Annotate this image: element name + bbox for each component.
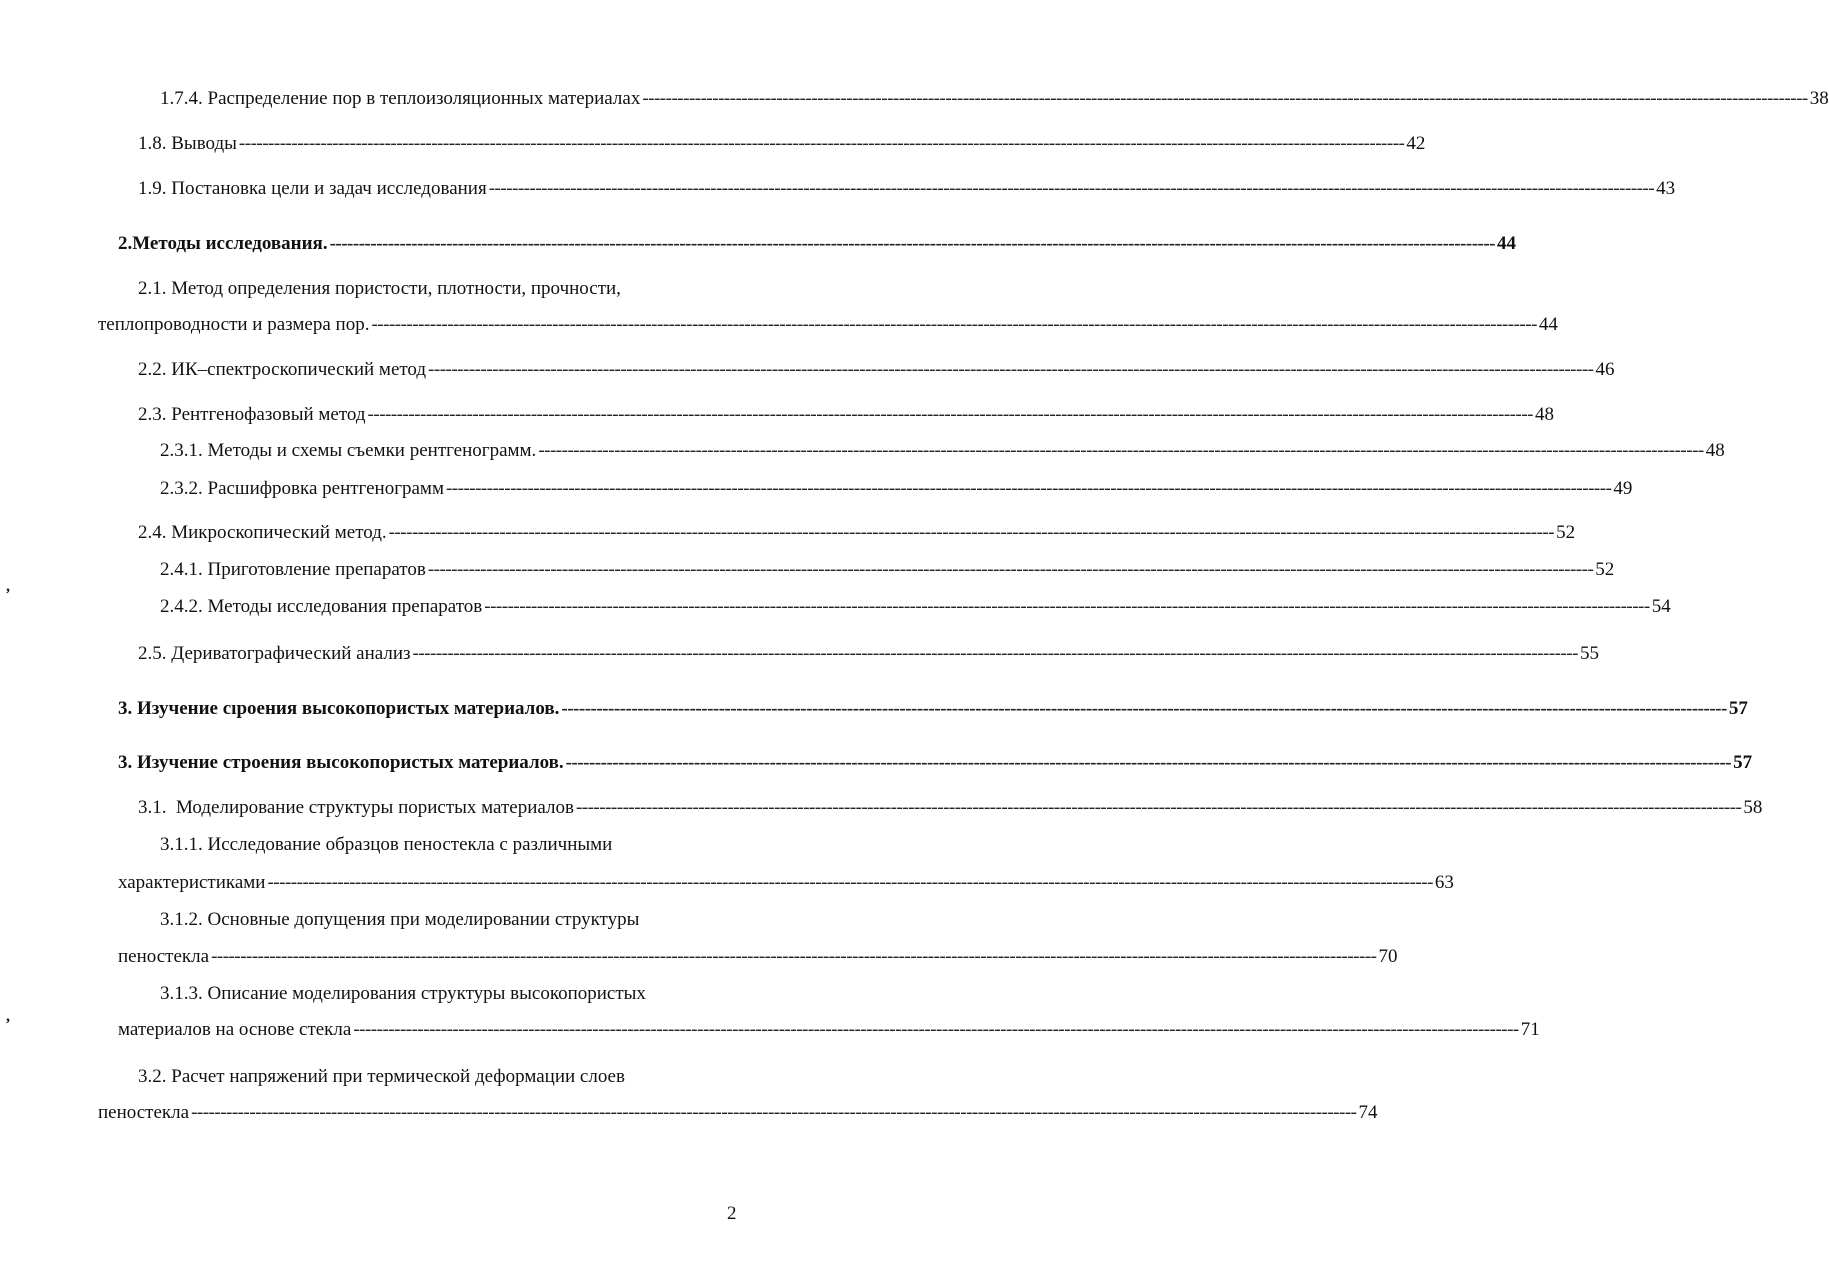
toc-entry-title: 3.1. Моделирование структуры пористых материалов	[138, 797, 574, 818]
toc-entry-first-line: 3.1.2. Основные допущения при моделировании структуры	[160, 909, 640, 930]
toc-entry-page: 44	[1538, 314, 1558, 335]
toc-entry-title: 2.5. Дериватографический анализ	[138, 643, 411, 664]
toc-leader: --------------------------------------------------------------------------------------------------------------------------------------------------------------------------------------------------------	[561, 698, 1727, 719]
toc-leader: --------------------------------------------------------------------------------------------------------------------------------------------------------------------------------------------------------	[211, 946, 1377, 967]
toc-entry	[160, 559, 1615, 585]
toc-entry-page: 52	[1595, 559, 1615, 580]
toc-entry-title: 2.2. ИК–спектроскопический метод	[138, 359, 427, 380]
toc-leader: --------------------------------------------------------------------------------------------------------------------------------------------------------------------------------------------------------	[191, 1102, 1357, 1123]
toc-chapter-entry	[118, 233, 1517, 259]
toc-entry-first-line: 3.1.1. Исследование образцов пеностекла с различными	[160, 834, 613, 855]
toc-entry	[98, 314, 1558, 340]
toc-entry-title: пеностекла	[118, 946, 210, 967]
toc-entry-page: 44	[1497, 233, 1517, 254]
toc-entry-title: пеностекла	[98, 1102, 190, 1123]
toc-entry-page: 55	[1579, 643, 1599, 664]
toc-leader: --------------------------------------------------------------------------------------------------------------------------------------------------------------------------------------------------------	[484, 596, 1650, 617]
toc-leader: --------------------------------------------------------------------------------------------------------------------------------------------------------------------------------------------------------	[488, 178, 1655, 199]
toc-leader: --------------------------------------------------------------------------------------------------------------------------------------------------------------------------------------------------------	[367, 404, 1533, 425]
toc-entry	[118, 872, 1454, 898]
toc-entry-title: 2.4.2. Методы исследования препаратов	[160, 596, 483, 617]
toc-leader: --------------------------------------------------------------------------------------------------------------------------------------------------------------------------------------------------------	[445, 478, 1612, 499]
toc-entry-first-line: 2.1. Метод определения пористости, плотности, прочности,	[138, 278, 621, 299]
toc-entry-title: 2.4. Микроскопический метод.	[138, 522, 387, 543]
toc-entry-page: 70	[1378, 946, 1398, 967]
toc-leader: --------------------------------------------------------------------------------------------------------------------------------------------------------------------------------------------------------	[412, 643, 1578, 664]
margin-mark: ,	[6, 1008, 10, 1025]
toc-entry-page: 57	[1728, 698, 1748, 719]
toc-entry-page: 48	[1705, 440, 1725, 461]
toc-entry-title: материалов на основе стекла	[118, 1019, 352, 1040]
toc-entry-page: 43	[1656, 178, 1676, 199]
toc-entry-title: теплопроводности и размера пор.	[98, 314, 370, 335]
toc-entry-title: характеристиками	[118, 872, 266, 893]
toc-entry	[138, 359, 1615, 385]
toc-entry-first-line: 3.1.3. Описание моделирования структуры высокопористых	[160, 983, 646, 1004]
toc-leader: --------------------------------------------------------------------------------------------------------------------------------------------------------------------------------------------------------	[428, 359, 1594, 380]
toc-leader: --------------------------------------------------------------------------------------------------------------------------------------------------------------------------------------------------------	[575, 797, 1742, 818]
toc-chapter-entry	[118, 752, 1753, 778]
toc-entry	[118, 946, 1398, 972]
toc-entry-page: 48	[1534, 404, 1554, 425]
toc-entry-page: 57	[1733, 752, 1753, 773]
toc-entry	[160, 596, 1671, 622]
toc-leader: --------------------------------------------------------------------------------------------------------------------------------------------------------------------------------------------------------	[371, 314, 1537, 335]
toc-leader: --------------------------------------------------------------------------------------------------------------------------------------------------------------------------------------------------------	[267, 872, 1433, 893]
toc-entry	[138, 643, 1599, 669]
toc-entry-title: 2.4.1. Приготовление препаратов	[160, 559, 426, 580]
toc-entry	[160, 478, 1633, 504]
toc-entry	[118, 1019, 1540, 1045]
toc-leader: --------------------------------------------------------------------------------------------------------------------------------------------------------------------------------------------------------	[427, 559, 1594, 580]
toc-entry-page: 71	[1520, 1019, 1540, 1040]
toc-entry-page: 46	[1595, 359, 1615, 380]
toc-entry-title: 2.3.2. Расшифровка рентгенограмм	[160, 478, 444, 499]
toc-entry	[138, 178, 1676, 204]
toc-leader: --------------------------------------------------------------------------------------------------------------------------------------------------------------------------------------------------------	[353, 1019, 1519, 1040]
toc-chapter-entry	[118, 698, 1748, 724]
toc-entry	[160, 440, 1725, 466]
toc-entry-page: 54	[1651, 596, 1671, 617]
toc-entry-page: 42	[1406, 133, 1426, 154]
toc-entry	[138, 133, 1426, 159]
toc-entry-title: 3. Изучение сıроения высокопористых материалов.	[118, 698, 560, 719]
toc-entry-title: 1.8. Выводы	[138, 133, 237, 154]
toc-entry	[138, 522, 1576, 548]
page-number: 2	[727, 1203, 737, 1224]
toc-leader: --------------------------------------------------------------------------------------------------------------------------------------------------------------------------------------------------------	[238, 133, 1405, 154]
toc-leader: --------------------------------------------------------------------------------------------------------------------------------------------------------------------------------------------------------	[329, 233, 1496, 254]
toc-entry-title: 2.3.1. Методы и схемы съемки рентгенограмм.	[160, 440, 537, 461]
toc-leader: --------------------------------------------------------------------------------------------------------------------------------------------------------------------------------------------------------	[565, 752, 1732, 773]
toc-entry-title: 1.9. Постановка цели и задач исследования	[138, 178, 487, 199]
toc-entry-page: 74	[1358, 1102, 1378, 1123]
toc-entry	[138, 797, 1763, 823]
toc-entry-first-line: 3.2. Расчет напряжений при термической деформации слоев	[138, 1066, 625, 1087]
toc-entry-title: 3. Изучение строения высокопористых материалов.	[118, 752, 564, 773]
toc-entry	[160, 88, 1829, 114]
toc-entry-title: 2.Методы исследования.	[118, 233, 328, 254]
toc-leader: --------------------------------------------------------------------------------------------------------------------------------------------------------------------------------------------------------	[538, 440, 1704, 461]
toc-entry-page: 52	[1556, 522, 1576, 543]
toc-entry-page: 63	[1434, 872, 1454, 893]
toc-entry-page: 58	[1743, 797, 1763, 818]
toc-entry	[138, 404, 1554, 430]
toc-leader: --------------------------------------------------------------------------------------------------------------------------------------------------------------------------------------------------------	[388, 522, 1555, 543]
toc-entry-title: 2.3. Рентгенофазовый метод	[138, 404, 366, 425]
toc-entry-title: 1.7.4. Распределение пор в теплоизоляционных материалах	[160, 88, 641, 109]
toc-leader: --------------------------------------------------------------------------------------------------------------------------------------------------------------------------------------------------------	[642, 88, 1808, 109]
toc-entry-page: 38	[1809, 88, 1829, 109]
toc-entry-page: 49	[1613, 478, 1633, 499]
toc-entry	[98, 1102, 1378, 1128]
margin-mark: ,	[6, 578, 10, 595]
